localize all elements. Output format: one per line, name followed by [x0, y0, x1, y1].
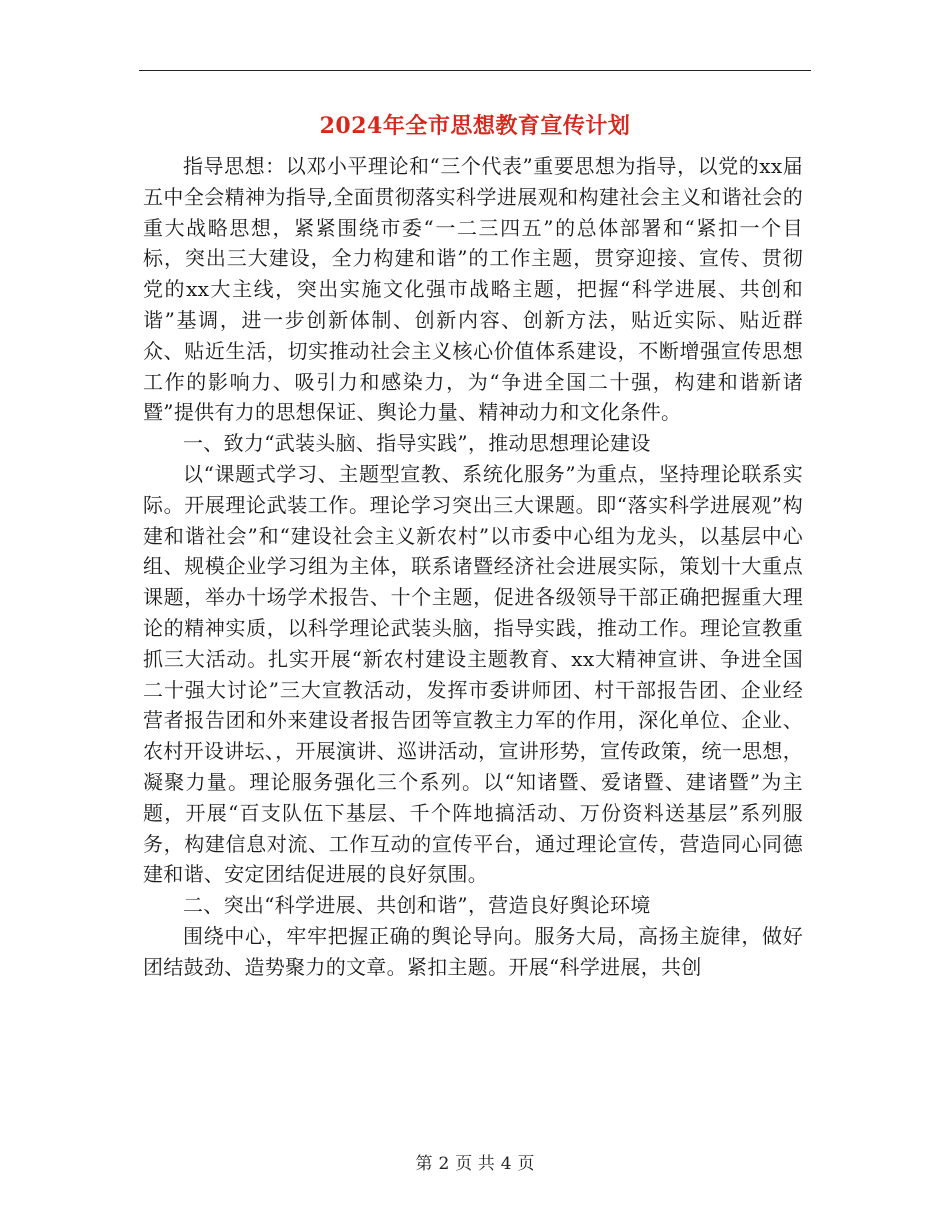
header-rule	[139, 70, 811, 71]
section-heading-2: 二、突出“科学进展、共创和谐”，营造良好舆论环境	[183, 893, 651, 918]
document-title: 2024年全市思想教育宣传计划	[319, 113, 631, 139]
paragraph-theory-building: 以“课题式学习、主题型宣教、系统化服务”为重点，坚持理论联系实际。开展理论武装工作。理论学习突出三大课题。即“落实科学进展观”构建和谐社会”和“建设社会主义新农村”以市委中心组为龙头，以基层中心组、规模企业学习组为主体，联系诸暨经济社会进展实际，策划十大重点课题，举办十场学术报告、十个主题，促进各级领导干部正确把握重大理论的精神实质，以科学理论武装头脑，指导实践，推动工作。理论宣教重抓三大活动。扎实开展“新农村建设主题教育、xx大精神宣讲、争进全国二十强大讨论”三大宣教活动，发挥市委讲师团、村干部报告团、企业经营者报告团和外来建设者报告团等宣教主力军的作用，深化单位、企业、农村开设讲坛、，开展演讲、巡讲活动，宣讲形势，宣传政策，统一思想，凝聚力量。理论服务强化三个系列。以“知诸暨、爱诸暨、建诸暨”为主题，开展“百支队伍下基层、千个阵地搞活动、万份资料送基层”系列服务，构建信息对流、工作互动的宣传平台，通过理论宣传，营造同心同德建和谐、安定团结促进展的良好氛围。	[143, 461, 803, 887]
page-footer	[0, 1152, 950, 1176]
total-pages: 4	[500, 1154, 512, 1174]
paragraph-public-opinion: 围绕中心，牢牢把握正确的舆论导向。服务大局，高扬主旋律，做好团结鼓劲、造势聚力的文章。紧扣主题。开展“科学进展，共创	[143, 923, 803, 979]
page-number: 2	[438, 1154, 450, 1174]
section-heading-1: 一、致力“武装头脑、指导实践”，推动思想理论建设	[183, 431, 651, 456]
paragraph-guiding-ideology: 指导思想：以邓小平理论和“三个代表”重要思想为指导，以党的xx届五中全会精神为指导,全面贯彻落实科学进展观和构建社会主义和谐社会的重大战略思想，紧紧围绕市委“一二三四五”的总体部署和“紧扣一个目标，突出三大建设，全力构建和谐”的工作主题，贯穿迎接、宣传、贯彻党的xx大主线，突出实施文化强市战略主题，把握“科学进展、共创和谐”基调，进一步创新体制、创新内容、创新方法，贴近实际、贴近群众、贴近生活，切实推动社会主义核心价值体系建设，不断增强宣传思想工作的影响力、吸引力和感染力，为“争进全国二十强，构建和谐新诸暨”提供有力的思想保证、舆论力量、精神动力和文化条件。	[143, 154, 803, 425]
footer-prefix: 第	[415, 1154, 433, 1174]
footer-suffix: 页	[517, 1154, 535, 1174]
footer-middle: 页 共	[455, 1154, 495, 1174]
document-body	[143, 151, 803, 983]
